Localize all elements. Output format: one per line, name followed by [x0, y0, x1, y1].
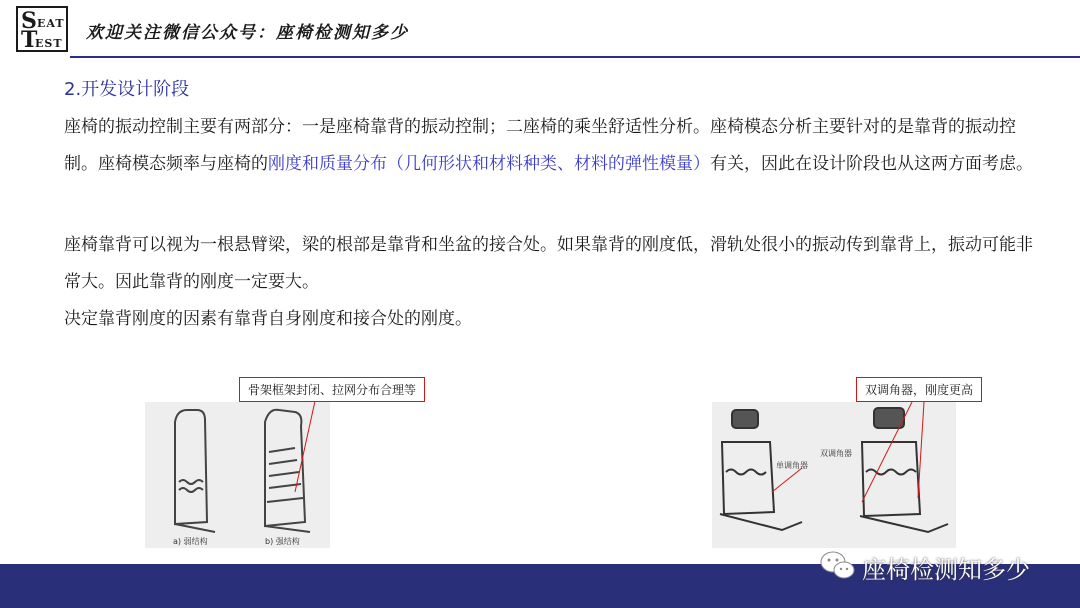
label-single-recliner: 单调角器: [776, 461, 808, 470]
header-divider: [70, 56, 1080, 58]
paragraph-stiffness-factors: 决定靠背刚度的因素有靠背自身刚度和接合处的刚度。: [64, 309, 472, 329]
paragraph1-text-before: 座椅的振动控制主要有两部分：一是座椅靠背的振动控制；二座椅的乘坐舒适性分析。座椅模态分析主要针对的是靠背的振动控制。座椅模态频率与座椅的: [64, 117, 1016, 174]
recliner-drawing: [712, 402, 956, 548]
wechat-icon: [818, 546, 858, 586]
section-title: 2.开发设计阶段: [64, 79, 190, 100]
logo-text-eat: EAT: [37, 17, 65, 30]
paragraph1-highlight: 刚度和质量分布（几何形状和材料种类、材料的弹性模量）: [268, 154, 710, 174]
label-double-recliner: 双调角器: [820, 449, 852, 458]
callout-double-recliner: 双调角器，刚度更高: [856, 377, 982, 402]
caption-strong-structure: b) 强结构: [265, 537, 300, 546]
logo-letter-t: T: [21, 27, 38, 53]
paragraph-vibration-control: [64, 109, 1034, 183]
logo-text-est: EST: [35, 37, 63, 50]
paragraph1-text-after: 有关，因此在设计阶段也从这两方面考虑。: [710, 154, 1033, 174]
figure-recliner-comparison: [712, 402, 956, 548]
caption-weak-structure: a) 弱结构: [173, 537, 208, 546]
paragraph-cantilever-beam: 座椅靠背可以视为一根悬臂梁，梁的根部是靠背和坐盆的接合处。如果靠背的刚度低，滑轨处很小的振动传到靠背上，振动可能非常大。因此靠背的刚度一定要大。: [64, 235, 1033, 292]
callout-frame-closed: 骨架框架封闭、拉网分布合理等: [239, 377, 425, 402]
watermark-text: 座椅检测知多少: [862, 556, 1030, 584]
figure-seat-frame-structures: [145, 402, 330, 548]
header-title: 欢迎关注微信公众号：座椅检测知多少: [86, 23, 409, 43]
seat-frame-drawing: [145, 402, 330, 548]
logo-letter-s: S: [21, 8, 37, 34]
header: [0, 0, 1080, 60]
seat-test-logo: [16, 6, 68, 52]
